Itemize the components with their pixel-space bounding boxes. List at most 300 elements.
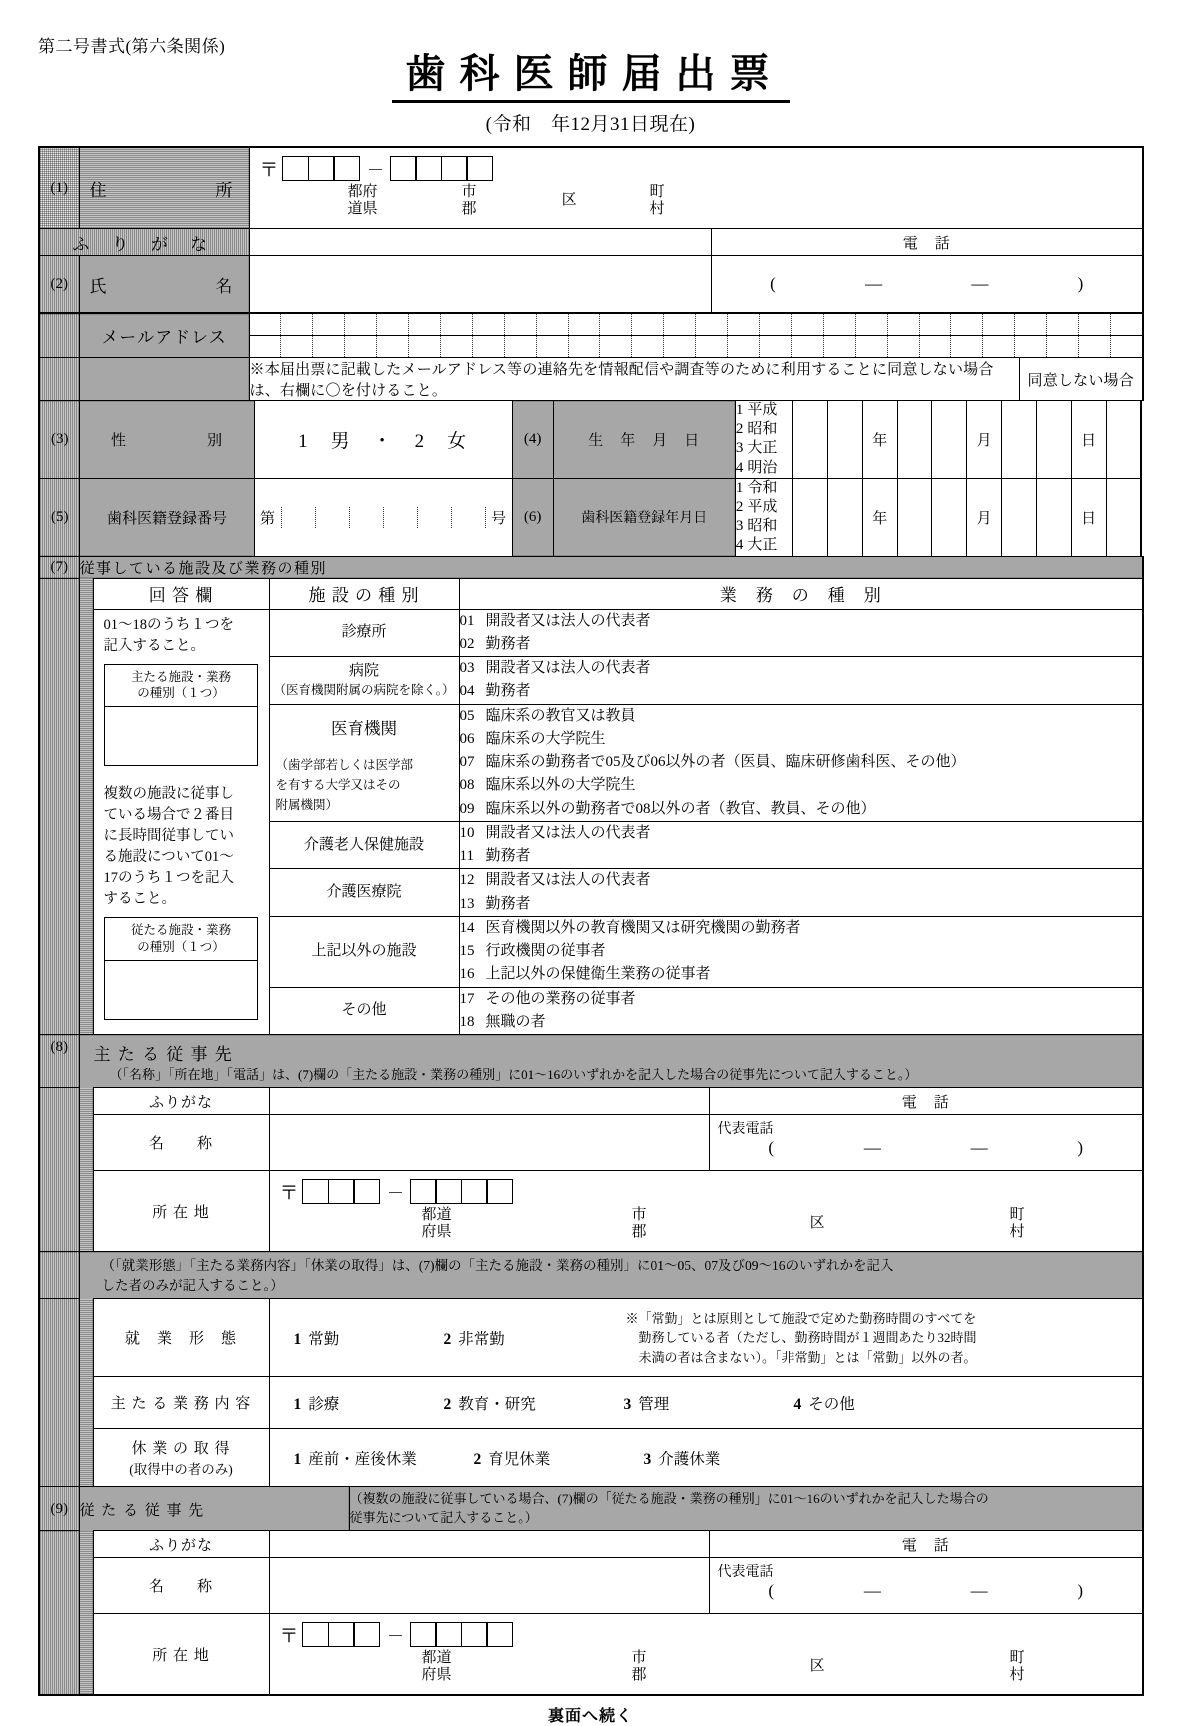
- birth-year-digit[interactable]: [793, 401, 828, 479]
- license-day-unit: 日: [1071, 478, 1106, 556]
- consent-spacer: [39, 358, 79, 401]
- consent-note: ※本届出票に記載したメールアドレス等の連絡先を情報配信や調査等のために利用することに同意しない場合は、右欄に〇を付けること。: [249, 358, 1019, 401]
- tel-dash-2: —: [970, 1581, 988, 1600]
- section7-header-table: [38, 556, 1144, 579]
- address-sub-labels: [250, 182, 1143, 228]
- primary-answer-caption: 主たる施設・業務 の種別（１つ）: [105, 665, 257, 708]
- birth-no: (4): [512, 401, 553, 479]
- birth-month-digit[interactable]: [932, 401, 967, 479]
- license-year-unit: 年: [862, 478, 897, 556]
- consent-checkbox-label[interactable]: 同意しない場合: [1019, 358, 1143, 401]
- main-duty-option-3[interactable]: [624, 1392, 794, 1414]
- era-option: 3 昭和: [735, 518, 778, 535]
- furigana-input[interactable]: [249, 229, 711, 256]
- s8-addr-sub-labels: [270, 1205, 1143, 1251]
- license-digit[interactable]: [281, 507, 315, 528]
- postal-box[interactable]: [466, 156, 493, 181]
- business-text: 勤務者: [485, 683, 531, 700]
- business-item[interactable]: [459, 680, 1143, 704]
- footer-note: 裏面へ続く: [547, 1708, 633, 1725]
- email-cell[interactable]: [728, 336, 760, 357]
- row-section8-title: [39, 1035, 1143, 1089]
- answer-column: [93, 609, 269, 1035]
- tel-input-cell[interactable]: [711, 256, 1143, 314]
- section8-title-cell: [79, 1035, 1143, 1089]
- postal-box[interactable]: [302, 1179, 329, 1204]
- license-prefix: 第: [260, 510, 276, 527]
- email-cell[interactable]: [983, 314, 1015, 335]
- email-cell[interactable]: [1015, 336, 1047, 357]
- email-cell[interactable]: [281, 314, 313, 335]
- row-section7-headers: [39, 578, 1143, 609]
- email-cell[interactable]: [696, 336, 728, 357]
- option-num: 2: [443, 1395, 452, 1413]
- business-num: 18: [459, 1013, 475, 1030]
- email-cell[interactable]: [1079, 314, 1111, 335]
- business-text: 開設者又は法人の代表者: [485, 612, 651, 629]
- section9-no: (9): [39, 1487, 79, 1531]
- addr-sub-prefecture: 都道 府県: [421, 1207, 452, 1241]
- email-cell[interactable]: [856, 314, 888, 335]
- option-num: 2: [473, 1450, 482, 1468]
- email-cell[interactable]: [696, 314, 728, 335]
- business-text: 上記以外の保健衛生業務の従事者: [485, 966, 711, 983]
- tel-group[interactable]: [712, 274, 1143, 294]
- row-furigana: [39, 229, 1143, 256]
- license-digit[interactable]: [383, 507, 417, 528]
- col-header-answer: 回 答 欄: [93, 578, 269, 609]
- business-item[interactable]: [459, 893, 1143, 917]
- addr-sub-town: 町 村: [1009, 1650, 1025, 1684]
- business-item[interactable]: [459, 940, 1143, 963]
- leave-sublabel: (取得中の者のみ): [129, 1462, 233, 1478]
- secondary-answer-box[interactable]: [104, 917, 258, 1020]
- email-cell[interactable]: [1047, 336, 1079, 357]
- email-cell[interactable]: [1047, 314, 1079, 335]
- email-cell[interactable]: [441, 336, 473, 357]
- facility-name: 介護老人保健施設: [303, 836, 424, 853]
- email-cell[interactable]: [664, 314, 696, 335]
- license-day-digit[interactable]: [1036, 478, 1071, 556]
- section9-note: （複数の施設に従事している場合、(7)欄の「従たる施設・業務の種別」に01～16のいずれかを記入した場合の 従事先について記入すること。）: [349, 1491, 989, 1526]
- form-code: 第二号書式(第六条関係): [38, 37, 226, 56]
- col-header-business: 業 務 の 種 別: [459, 578, 1143, 609]
- era-option: 2 昭和: [735, 421, 778, 438]
- s9-name-input[interactable]: [269, 1558, 709, 1614]
- tel-dash-1: —: [863, 1581, 881, 1600]
- employment-type-cell[interactable]: [269, 1299, 1143, 1377]
- license-year-digit[interactable]: [793, 478, 828, 556]
- s9-furigana-input[interactable]: [269, 1531, 709, 1558]
- s8-left-pad: [79, 1088, 93, 1252]
- business-item[interactable]: [459, 704, 1143, 728]
- email-cell[interactable]: [473, 336, 505, 357]
- row-s8-location: [39, 1171, 1143, 1252]
- postal-box[interactable]: [308, 156, 335, 181]
- email-cell[interactable]: [983, 336, 1015, 357]
- email-label-text: メールアドレス: [101, 328, 227, 347]
- email-cell[interactable]: [345, 336, 377, 357]
- postal-box[interactable]: [302, 1622, 329, 1647]
- business-item[interactable]: [459, 987, 1143, 1011]
- business-item[interactable]: [459, 798, 1143, 822]
- row-consent: [39, 358, 1143, 401]
- s8-location-input[interactable]: [269, 1171, 1143, 1252]
- email-cell[interactable]: [664, 336, 696, 357]
- option-text: 常勤: [308, 1330, 340, 1348]
- license-digit[interactable]: [451, 507, 485, 528]
- business-item[interactable]: [459, 609, 1143, 633]
- s8-rep-tel-label: 代表電話: [717, 1122, 774, 1138]
- postal-box[interactable]: [328, 1179, 355, 1204]
- license-month-digit[interactable]: [932, 478, 967, 556]
- col-header-facility: 施 設 の 種 別: [269, 578, 459, 609]
- option-text: 教育・研究: [458, 1395, 536, 1413]
- era-option: 1 令和: [735, 479, 778, 496]
- row-name: [39, 256, 1143, 314]
- business-text: その他の業務の従事者: [485, 990, 636, 1007]
- birth-day-digit[interactable]: [1036, 401, 1071, 479]
- facility-name: 医育機関: [331, 718, 397, 738]
- title-subtitle: (令和 年12月31日現在): [485, 114, 696, 135]
- birth-day-digit[interactable]: [1002, 401, 1037, 479]
- option-num: 1: [293, 1395, 302, 1413]
- email-cell[interactable]: [632, 314, 664, 335]
- license-digit[interactable]: [417, 507, 451, 528]
- addr-sub-town: 町 村: [1009, 1207, 1025, 1241]
- facility-other-above: [269, 916, 459, 987]
- email-cell[interactable]: [569, 314, 601, 335]
- main-duty-option-2[interactable]: [444, 1392, 624, 1414]
- email-cell[interactable]: [409, 336, 441, 357]
- email-cell[interactable]: [537, 314, 569, 335]
- row-biz-01: [39, 609, 1143, 633]
- facility-sub: （医育機関附属の病院を除く。）: [273, 683, 455, 697]
- postal-box[interactable]: [353, 1622, 380, 1647]
- tel-dash-2: —: [970, 1138, 988, 1158]
- postal-box[interactable]: [328, 1622, 355, 1647]
- employment-note-table: [38, 1251, 1144, 1299]
- postal-box[interactable]: [435, 1622, 462, 1647]
- tel-paren-close: ): [1077, 274, 1084, 293]
- license-no-input[interactable]: [254, 478, 512, 556]
- email-cell[interactable]: [600, 314, 632, 335]
- postal-box[interactable]: [415, 156, 442, 181]
- s9-tel-header: 電 話: [709, 1531, 1143, 1558]
- email-cell[interactable]: [888, 314, 920, 335]
- email-cell[interactable]: [728, 314, 760, 335]
- addr-sub-ward: 区: [809, 1658, 825, 1674]
- row-section9-title: [39, 1487, 1143, 1531]
- name-label: [79, 256, 249, 314]
- answer-note-1: 01～18のうち１つを 記入すること。: [103, 616, 234, 654]
- row-email: [39, 314, 1143, 358]
- business-text: 医育機関以外の教育機関又は研究機関の勤務者: [485, 919, 801, 936]
- section8-note: （「名称」「所在地」「電話」は、(7)欄の「主たる施設・業務の種別」に01～16のいずれかを記入した場合の従事先について記入すること。）: [109, 1067, 918, 1082]
- postal-box[interactable]: [486, 1622, 513, 1647]
- business-item[interactable]: [459, 657, 1143, 681]
- business-text: 勤務者: [485, 895, 531, 912]
- facility-educational: [269, 704, 459, 821]
- birth-month-unit: 月: [967, 401, 1002, 479]
- s9-name-label: 名 称: [93, 1558, 269, 1614]
- license-era-list[interactable]: [735, 478, 792, 556]
- s9-location-input[interactable]: [269, 1614, 1143, 1696]
- main-duty-option-4[interactable]: [794, 1392, 855, 1414]
- leave-cell[interactable]: [269, 1429, 1143, 1487]
- email-cell[interactable]: [1111, 336, 1142, 357]
- option-num: 3: [643, 1450, 652, 1468]
- email-cell[interactable]: [760, 336, 792, 357]
- license-digit[interactable]: [349, 507, 383, 528]
- email-cell[interactable]: [824, 336, 856, 357]
- row-s8-furigana: [39, 1088, 1143, 1115]
- tel-dash-1: —: [865, 274, 883, 293]
- license-year-digit[interactable]: [828, 478, 863, 556]
- tel-dash-2: —: [971, 274, 989, 293]
- email-cell[interactable]: [537, 336, 569, 357]
- era-option: 4 大正: [735, 537, 778, 554]
- email-cell[interactable]: [1079, 336, 1111, 357]
- s8-tel-cell[interactable]: [709, 1115, 1143, 1171]
- license-no-num: (5): [39, 478, 80, 556]
- addr-sub-town: 町 村: [649, 184, 665, 218]
- business-item[interactable]: [459, 1011, 1143, 1035]
- row-s8-name: [39, 1115, 1143, 1171]
- email-cell[interactable]: [792, 336, 824, 357]
- email-cell[interactable]: [569, 336, 601, 357]
- section7-table: [38, 578, 1144, 1036]
- email-cell[interactable]: [1111, 314, 1142, 335]
- postal-box[interactable]: [410, 1179, 437, 1204]
- business-num: 01: [459, 612, 475, 629]
- s8-tel-group[interactable]: [710, 1138, 1143, 1158]
- postal-box[interactable]: [461, 1179, 488, 1204]
- postal-box[interactable]: [486, 1179, 513, 1204]
- leave-option-1[interactable]: [270, 1447, 474, 1469]
- employment-note-detail: ※「常勤」とは原則として施設で定めた勤務時間のすべてを 勤務している者（ただし、勤務時間が１週間あたり32時間 未満の者は含まない）。「非常勤」とは「常勤」以外の者。: [625, 1310, 977, 1365]
- s8-postal-group[interactable]: [270, 1171, 1143, 1205]
- postal-box[interactable]: [441, 156, 468, 181]
- s9-left-shade: [39, 1531, 79, 1696]
- email-cell[interactable]: [951, 314, 983, 335]
- s9-tel-cell[interactable]: [709, 1558, 1143, 1614]
- addr-sub-prefecture: 都府 道県: [347, 184, 378, 218]
- address-label-right: 所: [215, 180, 233, 200]
- business-num: 06: [459, 730, 475, 747]
- business-num: 16: [459, 966, 475, 983]
- business-text: 臨床系以外の大学院生: [485, 777, 636, 794]
- business-item[interactable]: [459, 963, 1143, 987]
- furigana-label: [39, 229, 249, 256]
- gender-label: 性 別: [80, 401, 254, 479]
- row-address: [39, 147, 1143, 229]
- postal-dash: －: [367, 161, 385, 180]
- option-num: 3: [623, 1395, 632, 1413]
- birth-day-unit: 日: [1071, 401, 1106, 479]
- license-suffix: 号: [485, 507, 512, 528]
- business-item[interactable]: [459, 751, 1143, 774]
- email-row-1[interactable]: [250, 314, 1143, 335]
- primary-answer-box[interactable]: [104, 664, 258, 767]
- era-option: 3 大正: [735, 440, 778, 457]
- main-duty-label: 主 た る 業 務 内 容: [93, 1377, 269, 1429]
- business-num: 07: [459, 754, 475, 770]
- consent-table: [38, 357, 1144, 401]
- business-text: 無職の者: [485, 1013, 546, 1030]
- email-cell[interactable]: [505, 336, 537, 357]
- email-cell[interactable]: [313, 336, 345, 357]
- s9-tel-group[interactable]: [710, 1581, 1143, 1601]
- main-duty-cell[interactable]: [269, 1377, 1143, 1429]
- email-cell[interactable]: [1015, 314, 1047, 335]
- postal-box[interactable]: [461, 1622, 488, 1647]
- s8-furigana-input[interactable]: [269, 1088, 709, 1115]
- email-cell[interactable]: [920, 314, 952, 335]
- postal-dash: －: [387, 1184, 405, 1204]
- postal-code-group[interactable]: [250, 148, 1143, 182]
- email-cell[interactable]: [600, 336, 632, 357]
- s8-name-input[interactable]: [269, 1115, 709, 1171]
- postal-box[interactable]: [282, 156, 309, 181]
- title-block: [38, 51, 1143, 136]
- birth-year-digit[interactable]: [828, 401, 863, 479]
- leave-label: 休 業 の 取 得: [131, 1441, 231, 1458]
- leave-option-3[interactable]: [644, 1447, 721, 1469]
- postal-dash: －: [387, 1627, 405, 1646]
- s8-tel-header: 電 話: [709, 1088, 1143, 1115]
- email-cell[interactable]: [377, 336, 409, 357]
- secondary-answer-input[interactable]: [105, 961, 257, 1019]
- business-text: 勤務者: [485, 635, 531, 652]
- email-cell[interactable]: [920, 336, 952, 357]
- s8-furigana-label: ふりがな: [93, 1088, 269, 1115]
- email-cell[interactable]: [250, 336, 282, 357]
- email-cell[interactable]: [888, 336, 920, 357]
- business-item[interactable]: [459, 821, 1143, 845]
- business-item[interactable]: [459, 845, 1143, 869]
- facility-ltc-medical: [269, 869, 459, 917]
- business-num: 09: [459, 800, 475, 817]
- business-text: 勤務者: [485, 848, 531, 864]
- email-cell[interactable]: [632, 336, 664, 357]
- email-cell[interactable]: [441, 314, 473, 335]
- employment-option-1[interactable]: [270, 1327, 444, 1349]
- facility-name: 病院: [348, 663, 379, 679]
- email-cell[interactable]: [951, 336, 983, 357]
- birth-month-digit[interactable]: [897, 401, 932, 479]
- option-num: 4: [793, 1395, 802, 1413]
- business-num: 17: [459, 990, 475, 1007]
- gender-birth-table: [38, 400, 1142, 557]
- business-text: 開設者又は法人の代表者: [485, 824, 651, 841]
- postal-box[interactable]: [333, 156, 360, 181]
- email-cell[interactable]: [792, 314, 824, 335]
- facility-ltc-health: [269, 821, 459, 869]
- gender-no: (3): [39, 401, 80, 479]
- email-cell[interactable]: [760, 314, 792, 335]
- addr-sub-city: 市 郡: [631, 1207, 647, 1241]
- postal-box[interactable]: [390, 156, 417, 181]
- business-item[interactable]: [459, 869, 1143, 893]
- email-cell[interactable]: [473, 314, 505, 335]
- s8-name-label: 名 称: [93, 1115, 269, 1171]
- email-cell[interactable]: [505, 314, 537, 335]
- employment-option-2[interactable]: [444, 1327, 624, 1349]
- postal-mark-icon: 〒: [279, 1183, 299, 1205]
- postal-mark-icon: 〒: [259, 160, 279, 181]
- emp-left-pad: [79, 1299, 93, 1487]
- license-month-unit: 月: [967, 478, 1002, 556]
- gender-options[interactable]: 1 男 ・ 2 女: [254, 401, 512, 479]
- name-label-right: 名: [215, 276, 233, 296]
- section8-title: 主 た る 従 事 先: [93, 1045, 234, 1064]
- business-text: 開設者又は法人の代表者: [485, 872, 651, 889]
- license-month-digit[interactable]: [897, 478, 932, 556]
- business-item[interactable]: [459, 633, 1143, 657]
- email-cell[interactable]: [345, 314, 377, 335]
- business-num: 12: [459, 872, 475, 889]
- primary-answer-input[interactable]: [105, 707, 257, 765]
- postal-box[interactable]: [410, 1622, 437, 1647]
- option-num: 1: [293, 1330, 302, 1348]
- postal-mark-icon: 〒: [279, 1626, 299, 1647]
- main-duty-option-1[interactable]: [270, 1392, 444, 1414]
- business-text: 臨床系の大学院生: [485, 730, 606, 747]
- business-item[interactable]: [459, 728, 1143, 751]
- row-employment-type: [39, 1299, 1143, 1377]
- leave-option-2[interactable]: [474, 1447, 644, 1469]
- addr-sub-prefecture: 都道 府県: [421, 1650, 452, 1684]
- email-cell[interactable]: [313, 314, 345, 335]
- email-row-2[interactable]: [250, 335, 1143, 357]
- s9-rep-tel-label: 代表電話: [717, 1565, 774, 1580]
- email-cell[interactable]: [856, 336, 888, 357]
- row-gender-birth: [39, 401, 1141, 479]
- business-text: 臨床系の教官又は教員: [485, 707, 636, 724]
- birth-era-list[interactable]: [735, 401, 792, 479]
- email-input-area[interactable]: [249, 314, 1143, 358]
- facility-name: 診療所: [341, 624, 387, 641]
- license-date-num: (6): [512, 478, 553, 556]
- business-item[interactable]: [459, 774, 1143, 797]
- business-num: 10: [459, 824, 475, 841]
- name-input[interactable]: [249, 256, 711, 314]
- postal-box[interactable]: [435, 1179, 462, 1204]
- business-text: 開設者又は法人の代表者: [485, 660, 651, 676]
- email-cell[interactable]: [281, 336, 313, 357]
- option-num: 1: [293, 1450, 302, 1468]
- option-text: 非常勤: [458, 1330, 505, 1348]
- email-cell[interactable]: [377, 314, 409, 335]
- option-text: 診療: [308, 1395, 340, 1413]
- email-cell[interactable]: [824, 314, 856, 335]
- facility-sub: （歯学部若しくは医学部 を有する大学又はその 附属機関）: [275, 757, 414, 812]
- s8-left-shade: [39, 1088, 79, 1252]
- postal-box[interactable]: [353, 1179, 380, 1204]
- s9-postal-group[interactable]: [270, 1614, 1143, 1648]
- address-value-cell[interactable]: [249, 147, 1143, 229]
- email-cell[interactable]: [409, 314, 441, 335]
- license-day-digit[interactable]: [1002, 478, 1037, 556]
- business-item[interactable]: [459, 916, 1143, 940]
- license-digit[interactable]: [315, 507, 349, 528]
- s8-location-label: 所 在 地: [93, 1171, 269, 1252]
- email-cell[interactable]: [250, 314, 282, 335]
- s9-addr-sub-labels: [270, 1648, 1143, 1694]
- address-label: [79, 147, 249, 229]
- s9-furigana-label: ふりがな: [93, 1531, 269, 1558]
